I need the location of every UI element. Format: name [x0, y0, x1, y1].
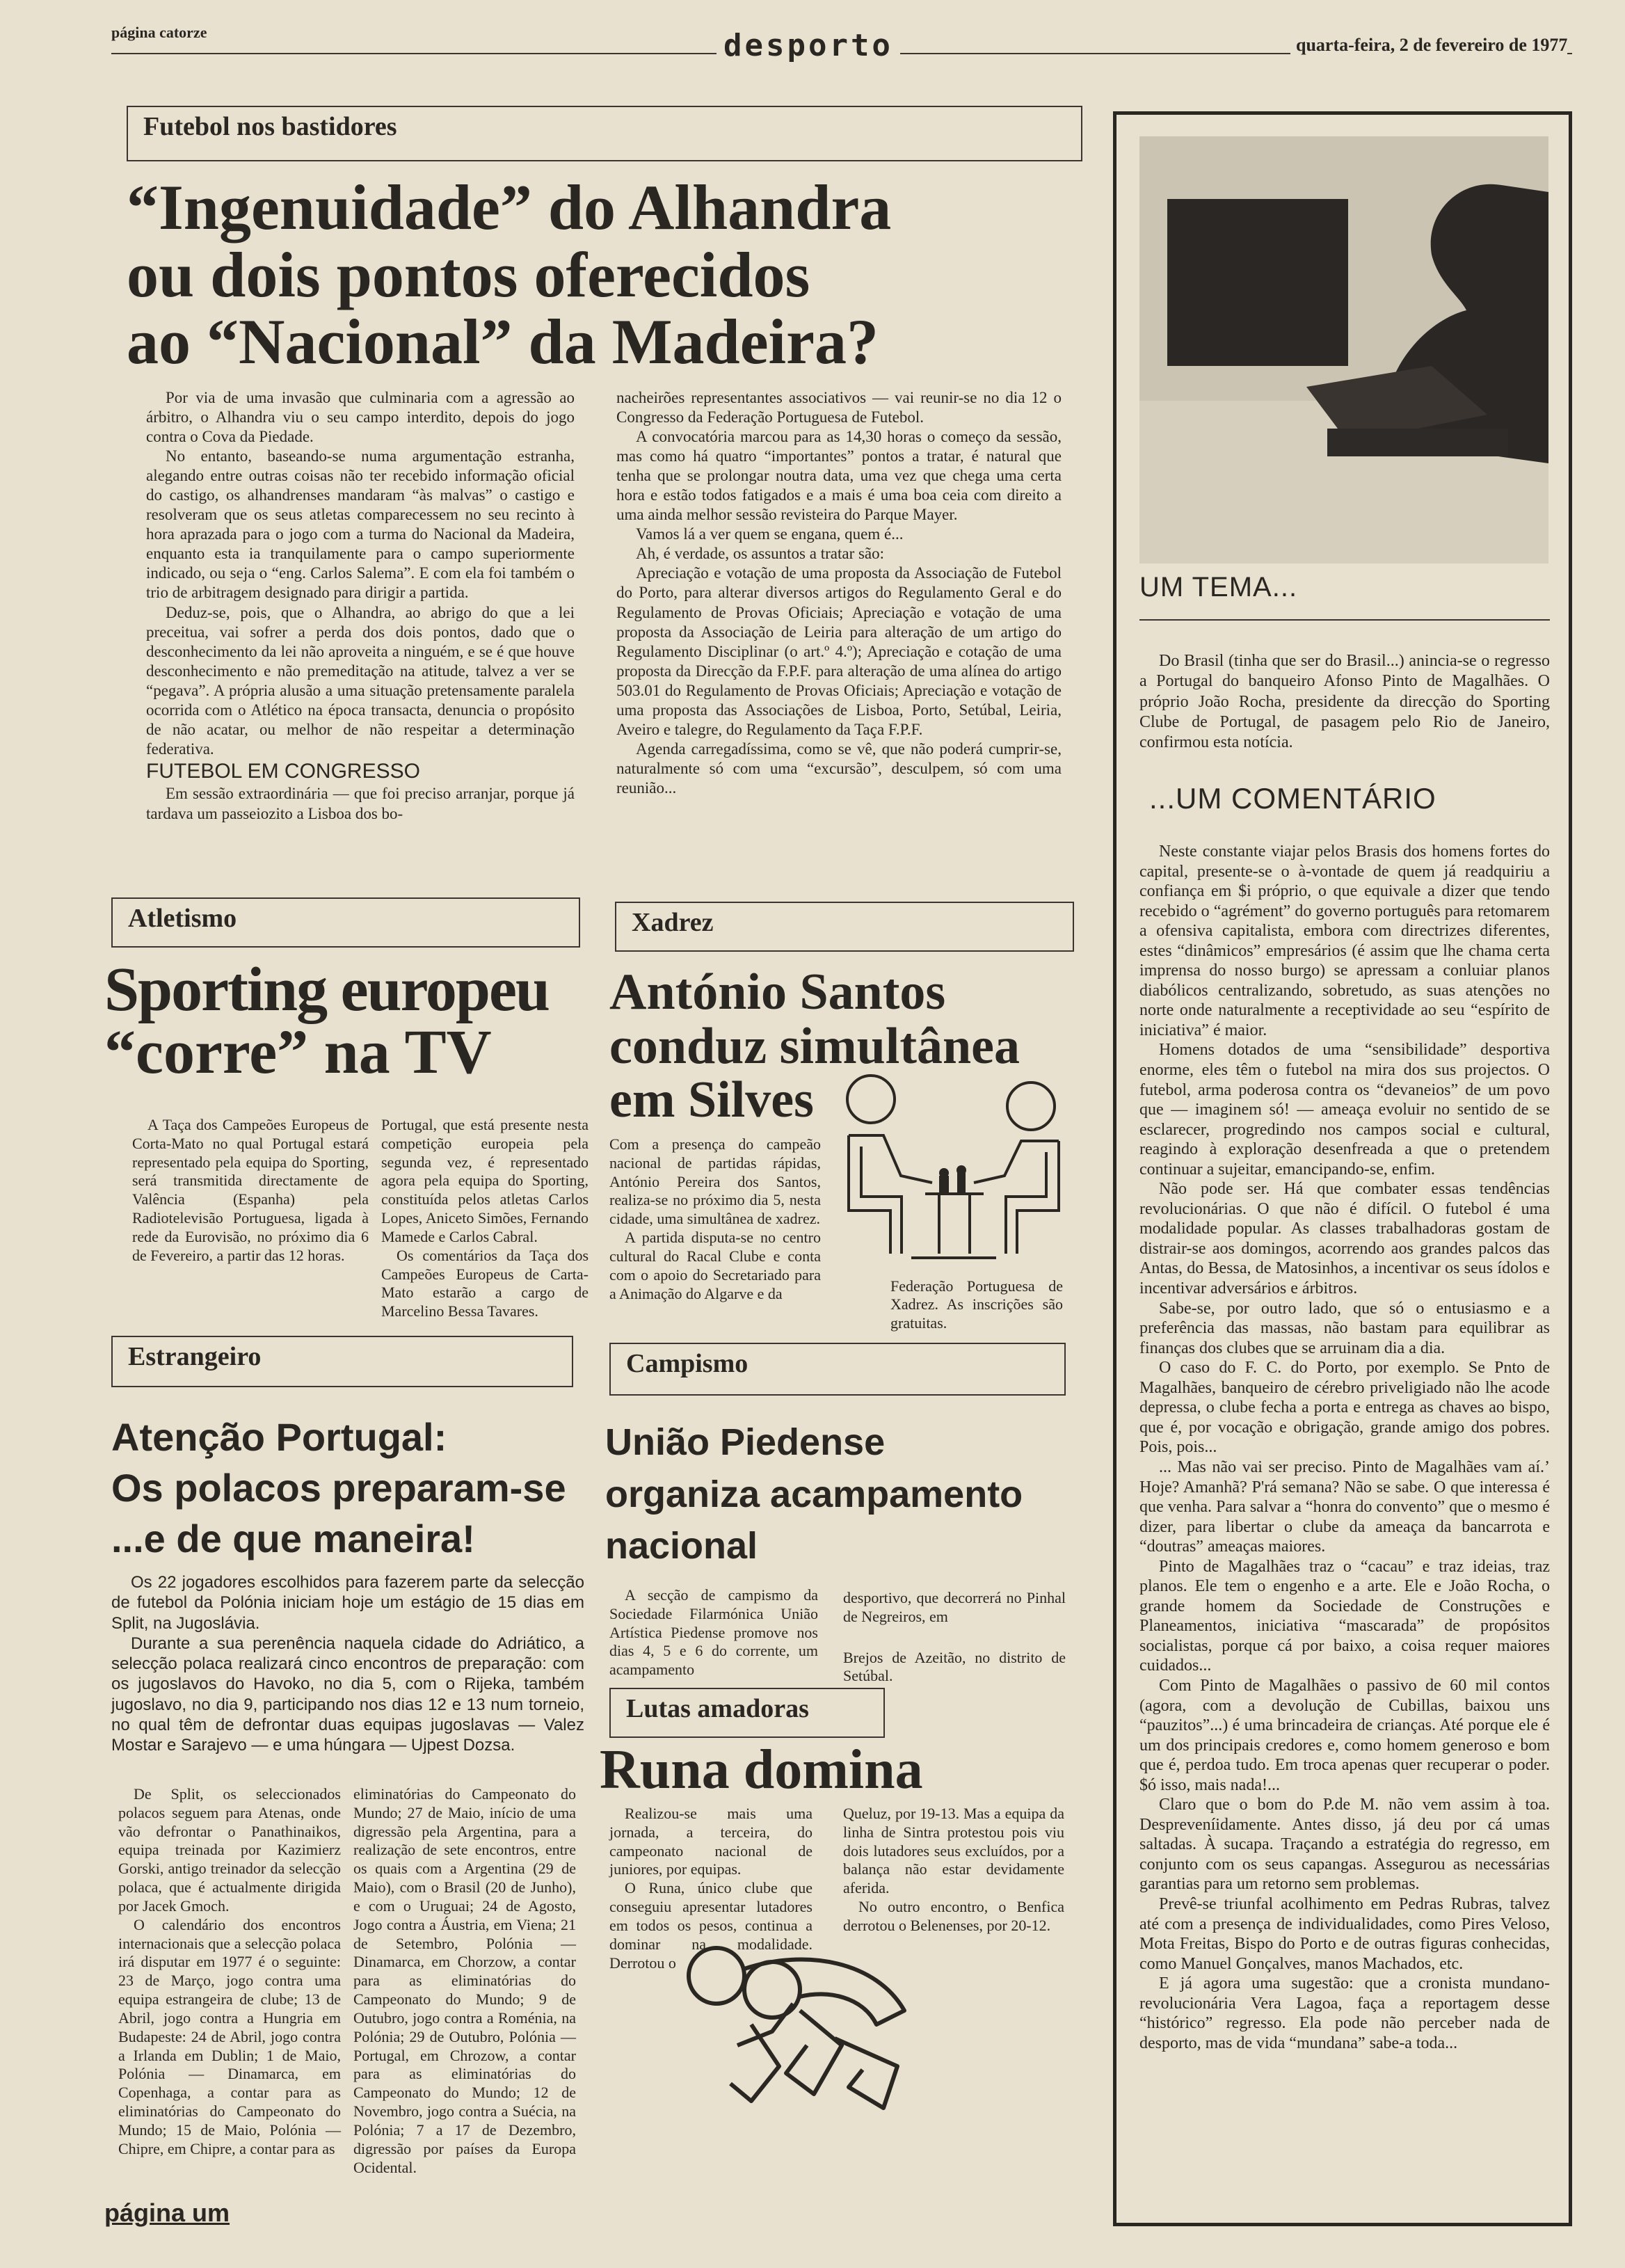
estrangeiro-column-1 — [118, 1785, 341, 2159]
headline-atletismo — [104, 955, 549, 1087]
section-label-futebol: Futebol nos bastidores — [127, 106, 1082, 161]
paragraph: Prevê-se triunfal acolhimento em Pedras Rubras, talvez até com a presença de individualidades, como Pires Veloso, Mota Freitas, Bispo do Porto e de outras figuras conhecidas, como Manuel Gonçalves, manos Machados, etc. — [1139, 1894, 1550, 1973]
paragraph: Homens dotados de uma “sensibilidade” desportiva enorme, eles têm o futebol na mira dos sus projectos. O futebol, arma poderosa contra os “devaneios” de um povo que — imaginem só! — ameaça evoluir no sentido de se esclarecer, progredindo nos campos social e cultural, reagindo à exploração desenfreada a que o pretendem continuar a sujeitar, emancipando-se, enfim. — [1139, 1041, 1550, 1179]
headline-campismo — [605, 1416, 1023, 1572]
headline-estrangeiro-line3: ...e de que maneira! — [111, 1516, 475, 1560]
paragraph: Os comentários da Taça dos Campeões Europeus de Carta-Mato estarão a cargo de Marcelino Bessa Tavares. — [381, 1246, 589, 1320]
paragraph: Agenda carregadíssima, como se vê, que não poderá cumprir-se, naturalmente só com uma “excursão”, desculpem, só com uma reunião... — [616, 740, 1062, 797]
header-date: quarta-feira, 2 de fevereiro de 1977 — [1290, 35, 1567, 56]
section-label-atletismo: Atletismo — [111, 897, 580, 948]
paragraph: Com a presença do campeão nacional de partidas rápidas, António Pereira dos Santos, realiza-se no próximo dia 5, nesta cidade, uma simultânea de xadrez. — [609, 1135, 821, 1228]
sidebar-heading-rule — [1139, 619, 1550, 621]
headline-estrangeiro-line2: Os polacos preparam-se — [111, 1465, 566, 1510]
paragraph: A secção de campismo da Sociedade Filarmónica União Artística Piedense promove nos dias 4, 5 e 6 do corrente, um acampamento — [609, 1586, 818, 1679]
campismo-column-1 — [609, 1586, 818, 1679]
paragraph: Deduz-se, pois, que o Alhandra, ao abrigo do que a lei preceitua, vai sofrer a perda dos dois pontos, dado que o desconhecimento da lei não aproveita a ninguém, e se é que houve desconhecimento e não premeditação na atitude, talvez a ver se “pegava”. A própria alusão a uma situação pretensamente paralela ocorrida com o Atlético na época transacta, denuncia o propósito de não acatar, ou melhor de não respeitar a determinação federativa. — [146, 603, 575, 758]
paragraph: Em sessão extraordinária — que foi preciso arranjar, porque já tardava um passeiozito a Lisboa dos bo- — [146, 785, 575, 822]
headline-atletismo-line2: “corre” na TV — [104, 1018, 492, 1087]
paragraph: Realizou-se mais uma jornada, a terceira, do campeonato nacional de juniores, por equipas. — [609, 1805, 812, 1878]
paragraph: O calendário dos encontros internacionais que a selecção polaca irá disputar em 1977 é o seguinte: 23 de Março, jogo contra uma equipa estrangeira de clube; 13 de Abril, jogo contra a Hungria em Budapeste: 24 de Abril, jogo contra a Irlanda em Dublin; 1 de Maio, Polónia — Dinamarca, em Copenhaga, a contar para as eliminatórias do Campeonato do Mundo; 15 de Maio, Polónia — Chipre, em Chipre, a contar para as — [118, 1915, 341, 2157]
headline-futebol-line2: ou dois pontos oferecidos — [127, 239, 810, 310]
section-title: desporto — [717, 28, 900, 63]
typist-silhouette — [1139, 136, 1548, 564]
section-label-campismo: Campismo — [609, 1343, 1066, 1396]
futebol-column-2 — [616, 388, 1062, 798]
headline-futebol-line3: ao “Nacional” da Madeira? — [127, 306, 879, 378]
paragraph: Queluz, por 19-13. Mas a equipa da linha de Sintra protestou pois viu dois lutadores seus excluídos, por a balança não estar devidamente aferida. — [843, 1805, 1064, 1897]
paragraph: O caso do F. C. do Porto, por exemplo. Se Pnto de Magalhães, banqueiro de cérebro priveligiado não lhe acode depressa, o clube fecha a porta e entrega as chaves ao bispo, que é, por vocação e obrigação, grande amigo dos pobres. Pois, pois... — [1139, 1359, 1550, 1457]
headline-estrangeiro — [111, 1412, 566, 1564]
paragraph: A partida disputa-se no centro cultural do Racal Clube e conta com o apoio do Secretariado para a Animação do Algarve e da — [609, 1229, 821, 1302]
estrangeiro-lead — [111, 1572, 584, 1755]
paragraph: eliminatórias do Campeonato do Mundo; 27 de Maio, início de uma digressão pela Argentina, para a realização de sete encontros, entre os quais com a Argentina (29 de Maio), com o Brasil (20 de Junho), e com o Uruguai; 24 de Agosto, Jogo contra a Áustria, em Viena; 21 de Setembro, Polónia — Dinamarca, em Chorzow, a contar para as eliminatórias do Campeonato do Mundo; 9 de Outubro, jogo contra a Roménia, na Polónia; 29 de Outubro, Polónia — Portugal, em Chrozow, a contar para as eliminatórias do Campeonato do Mundo; 12 de Novembro, jogo contra a Suécia, na Polónia; 7 a 17 de Dezembro, digressão por países da Europa Ocidental. — [353, 1785, 576, 2176]
paragraph: Por via de uma invasão que culminaria com a agressão ao árbitro, o Alhandra viu o seu campo interdito, depois do jogo contra o Cova da Piedade. — [146, 389, 575, 446]
paragraph: O Runa, único clube que conseguiu apresentar lutadores em todos os pesos, continua a dominar na modalidade. Derrotou o — [609, 1879, 812, 1972]
section-label-estrangeiro: Estrangeiro — [111, 1336, 573, 1387]
headline-atletismo-line1: Sporting europeu — [104, 955, 549, 1024]
headline-xadrez-line3: em Silves — [609, 1071, 814, 1129]
section-label-lutas: Lutas amadoras — [609, 1688, 885, 1738]
headline-campismo-line1: União Piedense — [605, 1421, 886, 1463]
atletismo-column-2 — [381, 1116, 589, 1321]
paragraph: desportivo, que decorrerá no Pinhal de Negreiros, em — [843, 1589, 1066, 1625]
page-label: página catorze — [111, 24, 207, 41]
headline-futebol — [127, 174, 891, 376]
paragraph: Portugal, que está presente nesta competição europeia pela segunda vez, é representado agora pela equipa do Sporting, constituída pelos atletas Carlos Lopes, Aniceto Simões, Fernando Mamede e Carlos Cabral. — [381, 1116, 589, 1245]
paragraph: A Taça dos Campeões Europeus de Corta-Mato no qual Portugal estará representado pela equipa do Sporting, será transmitida directamente de Valência (Espanha) pela Radiotelevisão Portuguesa, ligada à rede da Eurovisão, no próximo dia 6 de Fevereiro, a partir das 12 horas. — [132, 1116, 369, 1264]
paragraph: No entanto, baseando-se numa argumentação estranha, alegando entre outras coisas não ter recebido informação oficial do castigo, os alhandrenses mandaram “às malvas” o castigo e resolveram que os seus atletas comparecessem no seu recinto à hora aprazada para o jogo com a turma do Nacional da Madeira, enquanto esta ia tranquilamente para o campo superiormente indicado, ou seja o “eng. Carlos Salema”. E com ela foi também o trio de arbitragem designado para dirigir a partida. — [146, 447, 575, 602]
paragraph: Durante a sua perenência naquela cidade do Adriático, a selecção polaca realizará cinco encontros de preparação: com os jugoslavos do Havoko, no dia 5, com o Rijeka, também jugoslavo, no dia 9, participando nos dias 12 e 13 num torneio, no qual têm de defrontar duas equipas jugoslavas — Valez Mostar e Sarajevo — e uma húngara — Ujpest Dozsa. — [111, 1634, 584, 1755]
footer-page-label: página um — [104, 2198, 230, 2227]
campismo-column-2 — [843, 1589, 1066, 1686]
paragraph: Não pode ser. Há que combater essas tendências revolucionárias. O que não é difícil. O futebol é uma modalidade popular. As classes trabalhadoras gostam de distrair-se aos domingos, acorrendo aos grandes palcos das Antas, do Bessa, de Matosinhos, a incentivar os seus ídolos e incentivar adversários e árbitros. — [1139, 1180, 1550, 1298]
headline-xadrez-line1: António Santos — [609, 964, 946, 1021]
sidebar-heading-comentario: ...UM COMENTÁRIO — [1149, 782, 1436, 815]
paragraph: E já agora uma sugestão: que a cronista mundano-revolucionária Vera Lagoa, faça a reportagem desse “histórico” regresso. Ela pode não perceber nada de desporto, mas de vida “mundana” sabe-a toda... — [1139, 1974, 1550, 2052]
sidebar-heading-tema: UM TEMA... — [1139, 572, 1298, 602]
paragraph: Neste constante viajar pelos Brasis dos homens fortes do capital, presente-se o à-vontade de quem já readquiriu a confiança em $i próprio, o que equivale a dizer que tendo recebido o “agrément” do governo português para retomarem a ofensiva capitalista, embora com directrizes diferentes, estes “dinâmicos” empresários (é assim que lhe chama certa imprensa do nosso burgo) se apressam a conluiar planos diabólicos centralizando, sobretudo, as suas atenções no norte onde naturalmente a receptividade ao seu “espírito de iniciativa” é maior. — [1139, 842, 1550, 1039]
chess-players-illustration — [835, 1071, 1071, 1273]
paragraph: Sabe-se, por outro lado, que só o entusiasmo e a preferência das massas, não bastam para equilibrar as finanças dos clubes que se arruinam dia a dia. — [1139, 1299, 1550, 1357]
lutas-column-2 — [843, 1805, 1064, 1935]
xadrez-body — [609, 1135, 821, 1303]
paragraph: No outro encontro, o Benfica derrotou o Belenenses, por 20-12. — [843, 1898, 1064, 1934]
wrestlers-illustration — [668, 1934, 960, 2122]
paragraph: Com Pinto de Magalhães o passivo de 60 mil contos (agora, com a devolução de Cubillas, baixou uns “pauzitos”...) é uma brincadeira de crianças. Até porque ele é um dos principais credores e, como homem generoso e bom que é, perdoa tudo. Em troca apenas quer recuperar o poder. $ó isso, mais nada!... — [1139, 1676, 1550, 1794]
paragraph: Do Brasil (tinha que ser do Brasil...) anincia-se o regresso a Portugal do banqueiro Afonso Pinto de Magalhães. O próprio João Rocha, presidente da direcção do Sporting Clube de Portugal, de pasagem pelo Rio de Janeiro, confirmou esta notícia. — [1139, 652, 1550, 752]
sidebar-photo — [1139, 136, 1548, 564]
headline-xadrez-line2: conduz simultânea — [609, 1017, 1020, 1075]
headline-lutas: Runa domina — [600, 1739, 923, 1800]
headline-campismo-line2: organiza acampamento — [605, 1473, 1023, 1515]
paragraph: A convocatória marcou para as 14,30 horas o começo da sessão, mas como há quatro “importantes” pontos a tratar, é natural que tenha que se prolongar noutra data, uma vez que chega uma certa hora e estão todos fatigados e a mais é uma boa ceia com direito a uma ainda melhor sessão revisteira do Parque Mayer. — [616, 428, 1062, 524]
paragraph: Claro que o bom do P.de M. não vem assim à toa. Despreveníidamente. Antes disso, já deu por cá umas saltadas. À sucapa. Traçando a estratégia do regresso, em conjunto com os seus capangas. Assegurou as necessárias garantias para um retorno sem problemas. — [1139, 1796, 1550, 1894]
paragraph: Brejos de Azeitão, no distrito de Setúbal. — [843, 1648, 1066, 1685]
paragraph: Vamos lá a ver quem se engana, quem é... — [636, 525, 904, 543]
headline-campismo-line3: nacional — [605, 1525, 758, 1567]
paragraph: Ah, é verdade, os assuntos a tratar são: — [636, 545, 885, 563]
estrangeiro-column-2 — [353, 1785, 576, 2177]
section-label-xadrez: Xadrez — [615, 902, 1074, 952]
paragraph: ... Mas não vai ser preciso. Pinto de Magalhães vam aí.’ Hoje? Amanhã? P'rá semana? Não se sabe. O que interessa é que venha. Para salvar a “honra do convento” que o mesmo é dizer, para libertar o clube da ameaça da bancarrota e “doutras” ameaças maiores. — [1139, 1458, 1550, 1556]
atletismo-column-1 — [132, 1116, 369, 1265]
sidebar-comment-text — [1139, 842, 1550, 2053]
sidebar-tema-text — [1139, 651, 1550, 753]
subheading: FUTEBOL EM CONGRESSO — [146, 759, 420, 783]
paragraph: Pinto de Magalhães traz o “cacau” e traz ideias, traz planos. Ele tem o engenho e a arte. Ele e João Rocha, o grande homem da Sociedade de Construções e Planeamentos, iniciativa “mascarada” de propósitos socialistas, porque cá por baixo, a coisa requer maiores cuidados... — [1139, 1557, 1550, 1675]
headline-futebol-line1: “Ingenuidade” do Alhandra — [127, 172, 892, 243]
headline-estrangeiro-line1: Atenção Portugal: — [111, 1415, 447, 1459]
paragraph: Os 22 jogadores escolhidos para fazerem parte da selecção de futebol da Polónia iniciam hoje um estágio de 15 dias em Split, na Jugoslávia. — [111, 1573, 584, 1633]
paragraph: De Split, os seleccionados polacos seguem para Atenas, onde vão defrontar o Panathinaikos, equipa treinada por Kazimierz Gorski, antigo treinador da selecção polaca, que é actualmente dirigida por Jacek Gmoch. — [118, 1785, 341, 1915]
xadrez-body-end: Federação Portuguesa de Xadrez. As inscrições são gratuitas. — [890, 1277, 1063, 1332]
futebol-column-1 — [146, 388, 575, 824]
paragraph: Apreciação e votação de uma proposta da Associação de Futebol do Porto, para alterar diversos artigos do Regulamento Geral e do Regulamento de Provas Oficiais; Apreciação e votação de uma proposta da Associação de Leiria para alteração de um artigo do Regulamento Disciplinar (o art.º 4.º); Apreciação e cotação de uma proposta da Direcção da F.P.F. para alteração de uma alínea do artigo 503.01 do Regulamento de Provas Oficiais; Apreciação e votação de uma proposta das Associações de Lisboa, Porto, Setúbal, Leiria, Aveiro e talegre, do Regulamento da Taça F.P.F. — [616, 564, 1062, 738]
paragraph: nacheirões representantes associativos — vai reunir-se no dia 12 o Congresso da Federação Portuguesa de Futebol. — [616, 389, 1062, 426]
